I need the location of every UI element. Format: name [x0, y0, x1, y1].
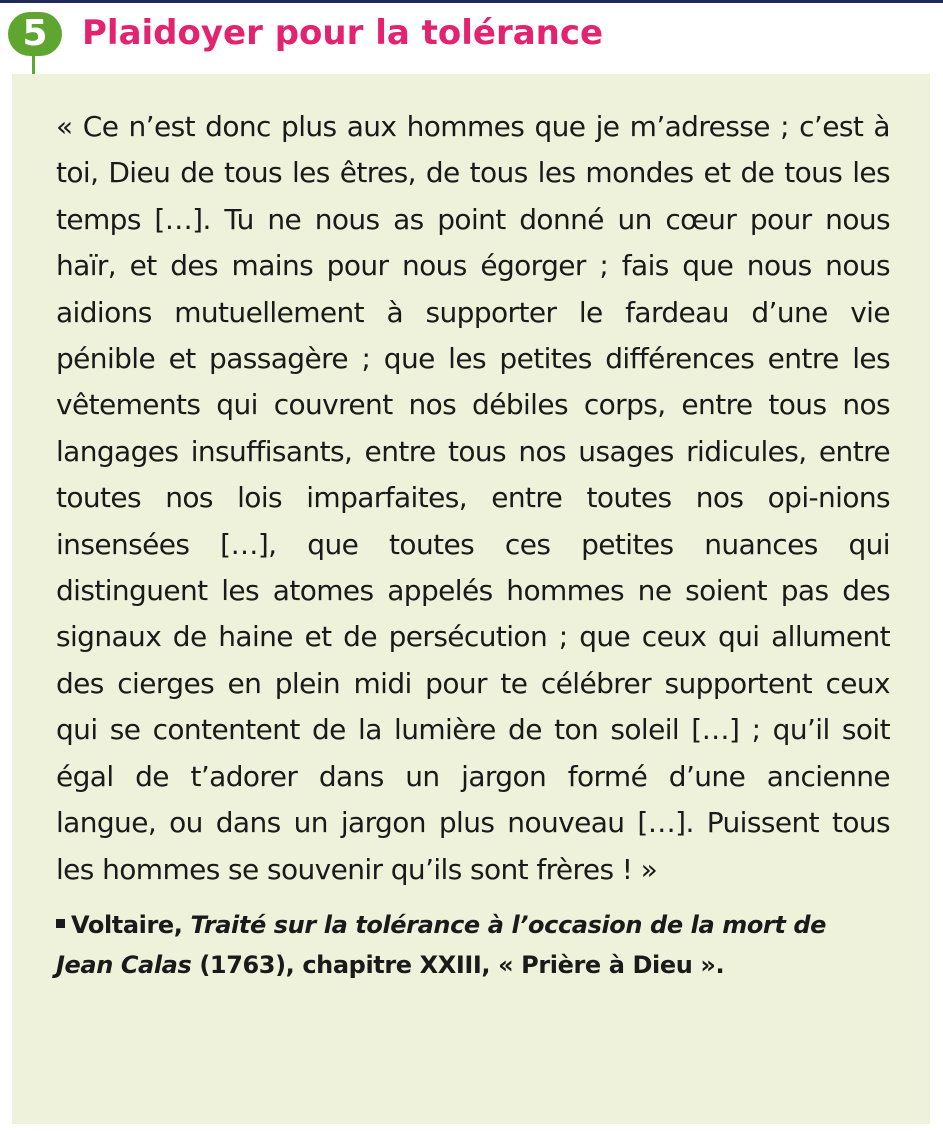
source-citation — [56, 905, 890, 985]
quote-panel — [12, 74, 930, 1124]
source-work-title: Traité sur la tolérance à l’occasion de la mort de Jean Calas — [56, 910, 827, 979]
badge-stem — [32, 54, 35, 76]
section-number-badge: 5 — [8, 12, 62, 56]
source-author: Voltaire, — [71, 910, 183, 939]
quote-text: « Ce n’est donc plus aux hommes que je m’adresse ; c’est à toi, Dieu de tous les êtres, de tous les mondes et de tous les temps […]. Tu ne nous as point donné un cœur pour nous haïr, et des mains pour nous égorger ; fais que nous nous aidions mutuellement à supporter le fardeau d’une vie pénible et passagère ; que les petites différences entre les vêtements qui couvrent nos débiles corps, entre tous nos langages insuffisants, entre tous nos usages ridicules, entre toutes nos lois imparfaites, entre toutes nos opi-nions insensées […], que toutes ces petites nuances qui distinguent les atomes appelés hommes ne soient pas des signaux de haine et de persécution ; que ceux qui allument des cierges en plein midi pour te célébrer supportent ceux qui se contentent de la lumière de ton soleil […] ; qu’il soit égal de t’adorer dans un jargon formé d’une ancienne langue, ou dans un jargon plus nouveau […]. Puissent tous les hommes se souvenir qu’ils sont frères ! » — [56, 110, 890, 886]
source-details: (1763), chapitre XXIII, « Prière à Dieu ». — [199, 950, 725, 979]
bullet-square-icon — [56, 919, 65, 928]
section-title: Plaidoyer pour la tolérance — [82, 13, 604, 53]
top-rule — [0, 0, 943, 3]
